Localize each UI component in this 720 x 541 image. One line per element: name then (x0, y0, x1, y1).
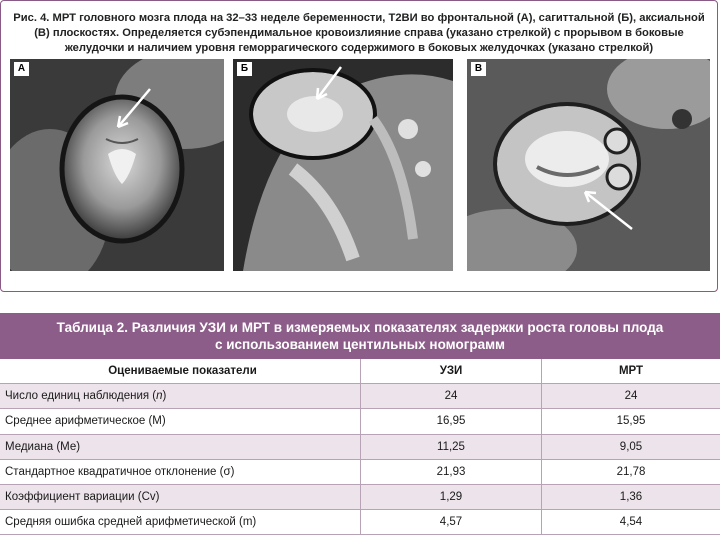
mri-panel-b (233, 59, 453, 271)
us-value: 21,93 (361, 459, 542, 484)
mri-panel-c (467, 59, 710, 271)
comparison-table (0, 359, 720, 535)
table-row (0, 409, 720, 434)
row-label: Стандартное квадратичное отклонение (σ) (0, 459, 361, 484)
table-row (0, 510, 720, 535)
mri-panel-a (10, 59, 224, 271)
mrt-value: 4,54 (542, 510, 720, 535)
mrt-value: 21,78 (542, 459, 720, 484)
header-indicators: Оцениваемые показатели (0, 359, 361, 384)
mrt-value: 24 (542, 384, 720, 409)
mrt-value: 9,05 (542, 434, 720, 459)
mrt-value: 15,95 (542, 409, 720, 434)
table-header-row (0, 359, 720, 384)
mri-image-sagittal (233, 59, 453, 271)
table-title (0, 313, 720, 359)
panel-label-a: А (14, 62, 29, 76)
table-title-line1: Таблица 2. Различия УЗИ и МРТ в измеряемых показателях задержки роста головы плода (56, 320, 664, 335)
table-row (0, 384, 720, 409)
figure-caption: Рис. 4. МРТ головного мозга плода на 32–33 неделе беременности, T2ВИ во фронтальной (А), сагиттальной (Б), аксиальной (В) плоскостях. Определяется субэпендимальное кровоизлияние справа (указано стрелкой) с прорывом в боковые желудочки и наличием уровня геморрагического содержимого в боковых желудочках (указано стрелкой) (13, 12, 705, 54)
us-value: 1,29 (361, 484, 542, 509)
panel-label-b: Б (237, 62, 252, 76)
table-row (0, 459, 720, 484)
table-row (0, 434, 720, 459)
comparison-table-block (0, 313, 720, 541)
row-label: Число единиц наблюдения (n) (0, 384, 361, 409)
us-value: 24 (361, 384, 542, 409)
panel-label-c: В (471, 62, 486, 76)
row-label: Медиана (Ме) (0, 434, 361, 459)
mrt-value: 1,36 (542, 484, 720, 509)
mri-image-axial (467, 59, 710, 271)
mri-image-frontal (10, 59, 224, 271)
us-value: 4,57 (361, 510, 542, 535)
us-value: 16,95 (361, 409, 542, 434)
table-row (0, 484, 720, 509)
row-label: Среднее арифметическое (М) (0, 409, 361, 434)
header-mrt: МРТ (542, 359, 720, 384)
us-value: 11,25 (361, 434, 542, 459)
header-us: УЗИ (361, 359, 542, 384)
table-title-line2: с использованием центильных номограмм (214, 337, 506, 352)
row-label: Коэффициент вариации (Cv) (0, 484, 361, 509)
row-label: Средняя ошибка средней арифметической (m) (0, 510, 361, 535)
